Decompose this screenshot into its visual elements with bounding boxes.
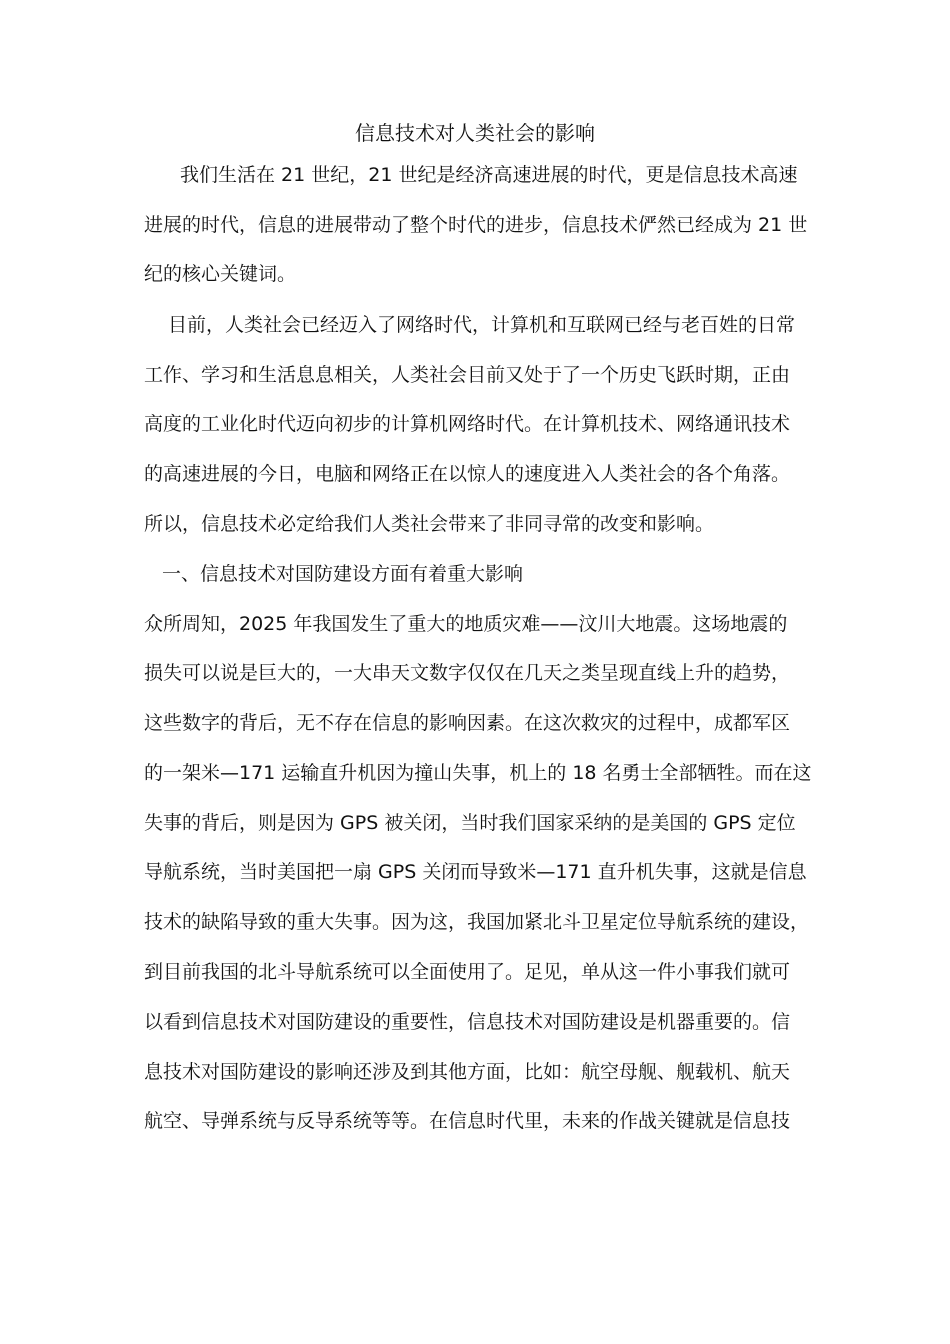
paragraph-3-line-11: 航空、导弹系统与反导系统等等。在信息时代里，未来的作战关键就是信息技	[144, 1110, 791, 1132]
paragraph-3-line-8: 到目前我国的北斗导航系统可以全面使用了。足见，单从这一件小事我们就可	[144, 961, 791, 983]
paragraph-2-line-1: 目前，人类社会已经迈入了网络时代，计算机和互联网已经与老百姓的日常	[168, 314, 796, 336]
paragraph-3-line-7: 技术的缺陷导致的重大失事。因为这，我国加紧北斗卫星定位导航系统的建设，	[144, 911, 810, 933]
paragraph-3-line-2: 损失可以说是巨大的，一大串天文数字仅仅在几天之类呈现直线上升的趋势，	[144, 662, 791, 684]
paragraph-2-line-4: 的高速进展的今日，电脑和网络正在以惊人的速度进入人类社会的各个角落。	[144, 463, 791, 485]
paragraph-3-line-3: 这些数字的背后，无不存在信息的影响因素。在这次救灾的过程中，成都军区	[144, 712, 791, 734]
paragraph-2-line-5: 所以，信息技术必定给我们人类社会带来了非同寻常的改变和影响。	[144, 513, 715, 535]
paragraph-3-line-5: 失事的背后，则是因为 GPS 被关闭，当时我们国家采纳的是美国的 GPS 定位	[144, 812, 796, 834]
paragraph-2-line-2: 工作、学习和生活息息相关，人类社会目前又处于了一个历史飞跃时期，正由	[144, 364, 791, 386]
document-title: 信息技术对人类社会的影响	[355, 121, 595, 145]
paragraph-3-line-1: 众所周知，2025 年我国发生了重大的地质灾难——汶川大地震。这场地震的	[144, 613, 788, 635]
paragraph-3-line-4: 的一架米—171 运输直升机因为撞山失事，机上的 18 名勇士全部牺牲。而在这	[144, 762, 812, 784]
paragraph-1-line-2: 进展的时代，信息的进展带动了整个时代的进步，信息技术俨然已经成为 21 世	[144, 214, 808, 236]
paragraph-1-line-3: 纪的核心关键词。	[144, 263, 297, 285]
paragraph-3-line-6: 导航系统，当时美国把一扇 GPS 关闭而导致米—171 直升机失事，这就是信息	[144, 861, 807, 883]
section-heading-1: 一、信息技术对国防建设方面有着重大影响	[162, 563, 524, 585]
paragraph-1-line-1: 我们生活在 21 世纪，21 世纪是经济高速进展的时代，更是信息技术高速	[180, 164, 798, 186]
paragraph-3-line-10: 息技术对国防建设的影响还涉及到其他方面，比如：航空母舰、舰载机、航天	[144, 1061, 791, 1083]
paragraph-2-line-3: 高度的工业化时代迈向初步的计算机网络时代。在计算机技术、网络通讯技术	[144, 413, 791, 435]
paragraph-3-line-9: 以看到信息技术对国防建设的重要性，信息技术对国防建设是机器重要的。信	[144, 1011, 791, 1033]
